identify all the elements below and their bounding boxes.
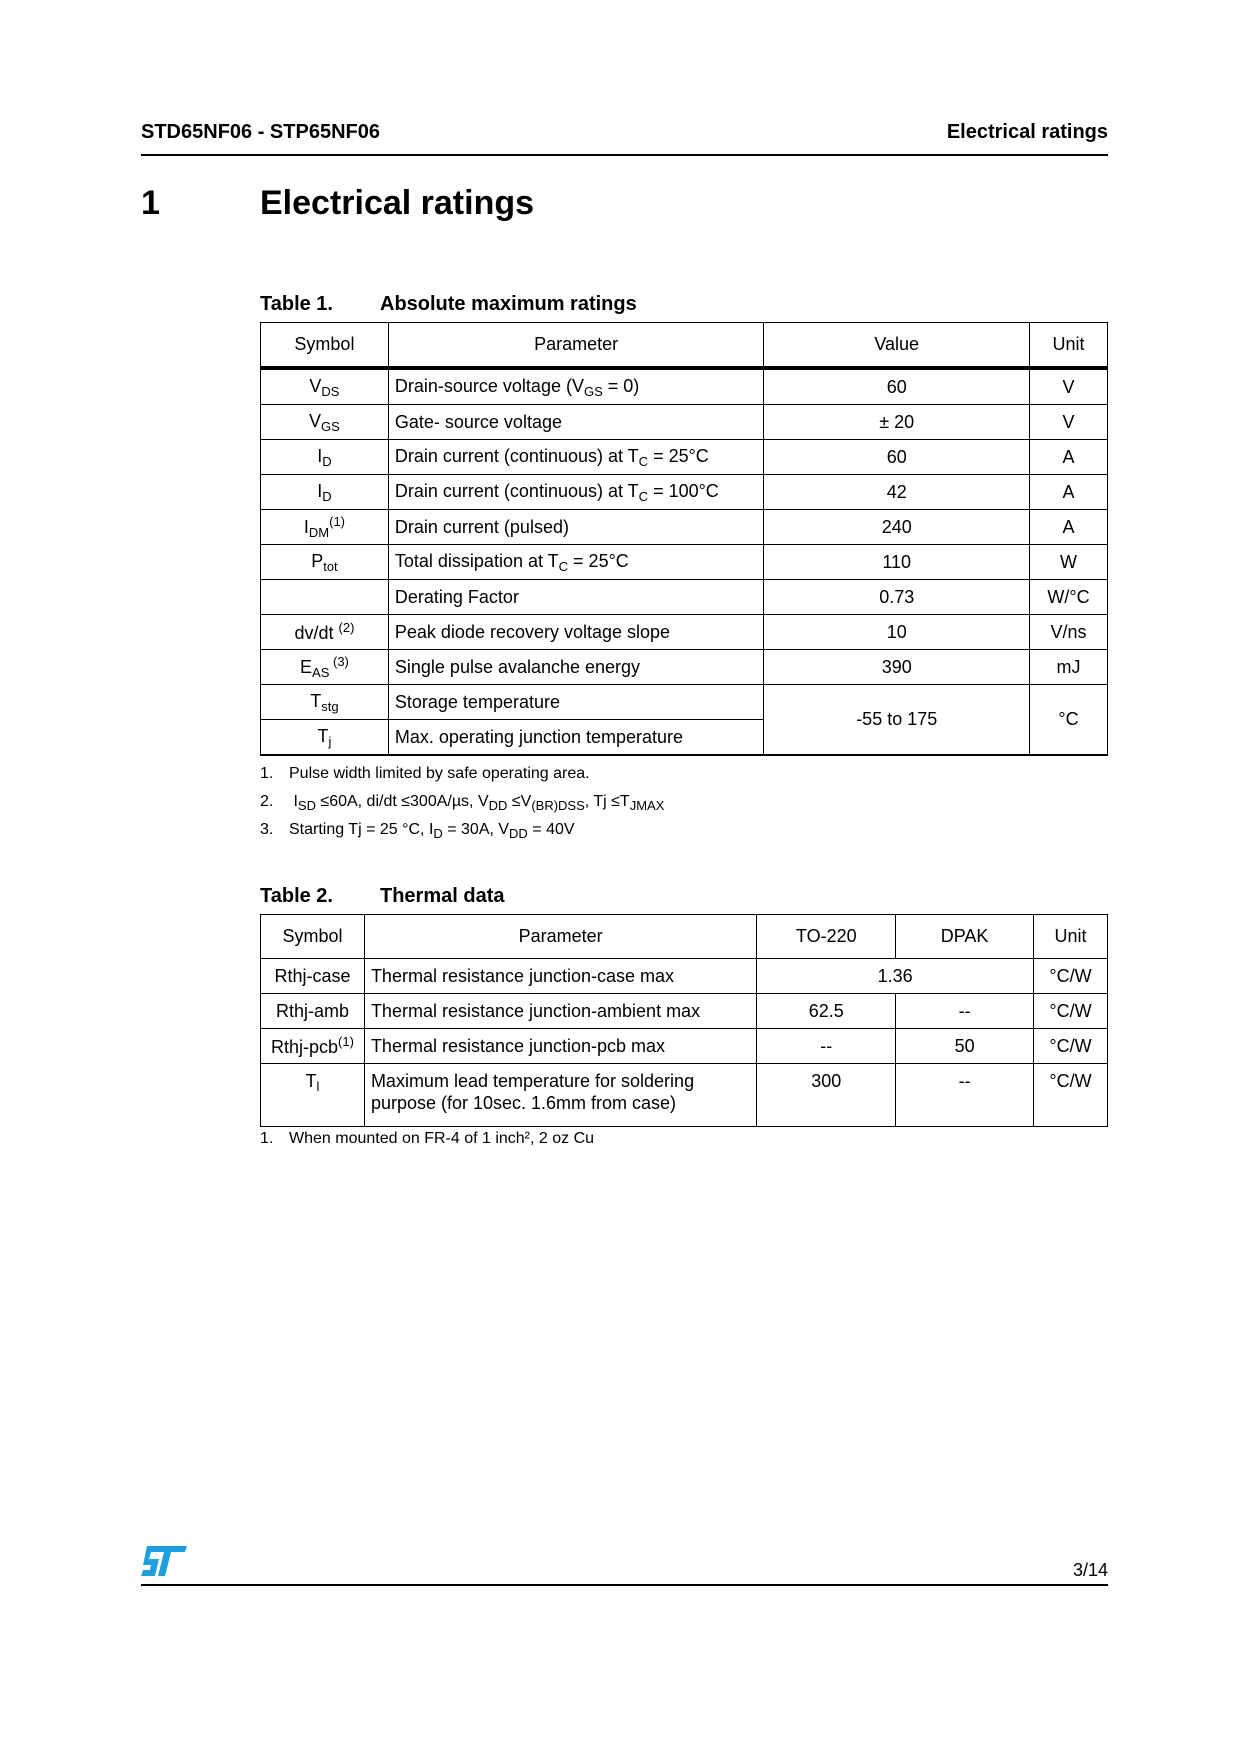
dpak-cell: 50 xyxy=(896,1029,1034,1064)
table-row xyxy=(261,440,1108,475)
table2-caption-title: Thermal data xyxy=(380,885,505,907)
table-row xyxy=(261,1029,1108,1064)
table-row xyxy=(261,580,1108,615)
value-cell: 60 xyxy=(764,440,1030,475)
parameter-cell: Derating Factor xyxy=(388,580,764,615)
symbol-cell xyxy=(261,580,389,615)
symbol-cell: $T_{stg}$ xyxy=(261,685,389,720)
col-header-to220: TO-220 xyxy=(757,915,896,959)
symbol-cell: $V_{DS}$ xyxy=(261,368,389,405)
unit-cell: A xyxy=(1030,475,1108,510)
table1-caption-number: Table 1. xyxy=(260,293,333,315)
table-row xyxy=(261,685,1108,720)
unit-cell: °C xyxy=(1030,685,1108,756)
unit-cell: A xyxy=(1030,510,1108,545)
parameter-cell: Thermal resistance junction-case max xyxy=(364,959,756,994)
to220-cell: 300 xyxy=(757,1064,896,1127)
symbol-cell: $T_j$ xyxy=(261,720,389,756)
value-cell: 110 xyxy=(764,545,1030,580)
parameter-cell: Thermal resistance junction-ambient max xyxy=(364,994,756,1029)
value-cell: ± 20 xyxy=(764,405,1030,440)
table-row xyxy=(261,650,1108,685)
parameter-cell: Drain current (continuous) at $T_C = 100^\circ C$ xyxy=(388,475,764,510)
parameter-cell: Maximum lead temperature for soldering purpose (for 10sec. 1.6mm from case) xyxy=(364,1064,756,1127)
thermal-data-table xyxy=(260,914,1108,1127)
footer-rule xyxy=(141,1584,1108,1586)
unit-cell: V xyxy=(1030,368,1108,405)
value-cell-merged: 1.36 xyxy=(757,959,1034,994)
table-row xyxy=(261,368,1108,405)
col-header-dpak: DPAK xyxy=(896,915,1034,959)
header-rule xyxy=(141,154,1108,156)
symbol-cell: $E_{AS}$ $^{(3)}$ xyxy=(261,650,389,685)
table1-caption-title: Absolute maximum ratings xyxy=(380,293,637,315)
unit-cell: °C/W xyxy=(1034,1064,1108,1127)
value-cell: 0.73 xyxy=(764,580,1030,615)
dpak-cell: -- xyxy=(896,994,1034,1029)
symbol-cell: $I_{DM}^{(1)}$ xyxy=(261,510,389,545)
unit-cell: W xyxy=(1030,545,1108,580)
col-header-unit: Unit xyxy=(1034,915,1108,959)
table1-footnote-2: 2. $I_{SD} \le 60A$, di/dt ≤300A/µs, $V_{DD} \le V_{(BR)DSS}$, $Tj \le T_{JMAX}$ xyxy=(260,793,665,813)
doc-header-part-number: STD65NF06 - STP65NF06 xyxy=(141,121,380,143)
table-row xyxy=(261,1064,1108,1127)
parameter-cell: Gate- source voltage xyxy=(388,405,764,440)
value-cell: 60 xyxy=(764,368,1030,405)
parameter-cell: Peak diode recovery voltage slope xyxy=(388,615,764,650)
parameter-cell: Storage temperature xyxy=(388,685,764,720)
unit-cell: °C/W xyxy=(1034,959,1108,994)
symbol-cell: $I_D$ xyxy=(261,475,389,510)
table2-caption-number: Table 2. xyxy=(260,885,333,907)
parameter-cell: Total dissipation at $T_C = 25^\circ C$ xyxy=(388,545,764,580)
unit-cell: mJ xyxy=(1030,650,1108,685)
parameter-cell: Drain-source voltage $(V_{GS} = 0)$ xyxy=(388,368,764,405)
col-header-value: Value xyxy=(764,323,1030,369)
unit-cell: V xyxy=(1030,405,1108,440)
table2-caption xyxy=(260,885,504,908)
to220-cell: -- xyxy=(757,1029,896,1064)
parameter-cell: Drain current (continuous) at $T_C = 25^\circ C$ xyxy=(388,440,764,475)
unit-cell: W/°C xyxy=(1030,580,1108,615)
parameter-cell: Max. operating junction temperature xyxy=(388,720,764,756)
table1-footnote-1: 1. Pulse width limited by safe operating area. xyxy=(260,765,590,782)
table-row xyxy=(261,405,1108,440)
col-header-symbol: Symbol xyxy=(261,323,389,369)
parameter-cell: Single pulse avalanche energy xyxy=(388,650,764,685)
value-cell: 10 xyxy=(764,615,1030,650)
value-cell: 390 xyxy=(764,650,1030,685)
table-row xyxy=(261,510,1108,545)
symbol-cell: Rthj-pcb$^{(1)}$ xyxy=(261,1029,365,1064)
table1-caption xyxy=(260,293,637,316)
table-header-row xyxy=(261,915,1108,959)
symbol-cell: $I_D$ xyxy=(261,440,389,475)
col-header-unit: Unit xyxy=(1030,323,1108,369)
symbol-cell: Rthj-case xyxy=(261,959,365,994)
table-row xyxy=(261,545,1108,580)
col-header-parameter: Parameter xyxy=(364,915,756,959)
col-header-parameter: Parameter xyxy=(388,323,764,369)
section-number: 1 xyxy=(141,184,160,222)
parameter-cell: Drain current (pulsed) xyxy=(388,510,764,545)
parameter-cell: Thermal resistance junction-pcb max xyxy=(364,1029,756,1064)
to220-cell: 62.5 xyxy=(757,994,896,1029)
page-number: 3/14 xyxy=(1072,1560,1108,1580)
table-row xyxy=(261,475,1108,510)
dpak-cell: -- xyxy=(896,1064,1034,1127)
table2-footnote-1: 1. When mounted on FR-4 of 1 inch², 2 oz Cu xyxy=(260,1130,595,1147)
col-header-symbol: Symbol xyxy=(261,915,365,959)
section-title: Electrical ratings xyxy=(260,184,535,222)
symbol-cell: $V_{GS}$ xyxy=(261,405,389,440)
table-row xyxy=(261,959,1108,994)
absolute-max-ratings-table xyxy=(260,322,1108,756)
value-cell: -55 to 175 xyxy=(764,685,1030,756)
symbol-cell: dv/dt $^{(2)}$ xyxy=(261,615,389,650)
unit-cell: °C/W xyxy=(1034,994,1108,1029)
symbol-cell: Rthj-amb xyxy=(261,994,365,1029)
table1-footnote-3: 3. Starting Tj = 25 °C, $I_D = 30A$, $V_{DD} = 40V$ xyxy=(260,821,575,841)
table-header-row xyxy=(261,323,1108,369)
unit-cell: V/ns xyxy=(1030,615,1108,650)
symbol-cell: $P_{tot}$ xyxy=(261,545,389,580)
value-cell: 42 xyxy=(764,475,1030,510)
unit-cell: °C/W xyxy=(1034,1029,1108,1064)
unit-cell: A xyxy=(1030,440,1108,475)
symbol-cell: $T_l$ xyxy=(261,1064,365,1127)
value-cell: 240 xyxy=(764,510,1030,545)
table-row xyxy=(261,994,1108,1029)
table-row xyxy=(261,615,1108,650)
st-logo-icon xyxy=(141,1546,189,1576)
doc-header-section: Electrical ratings xyxy=(946,121,1108,143)
